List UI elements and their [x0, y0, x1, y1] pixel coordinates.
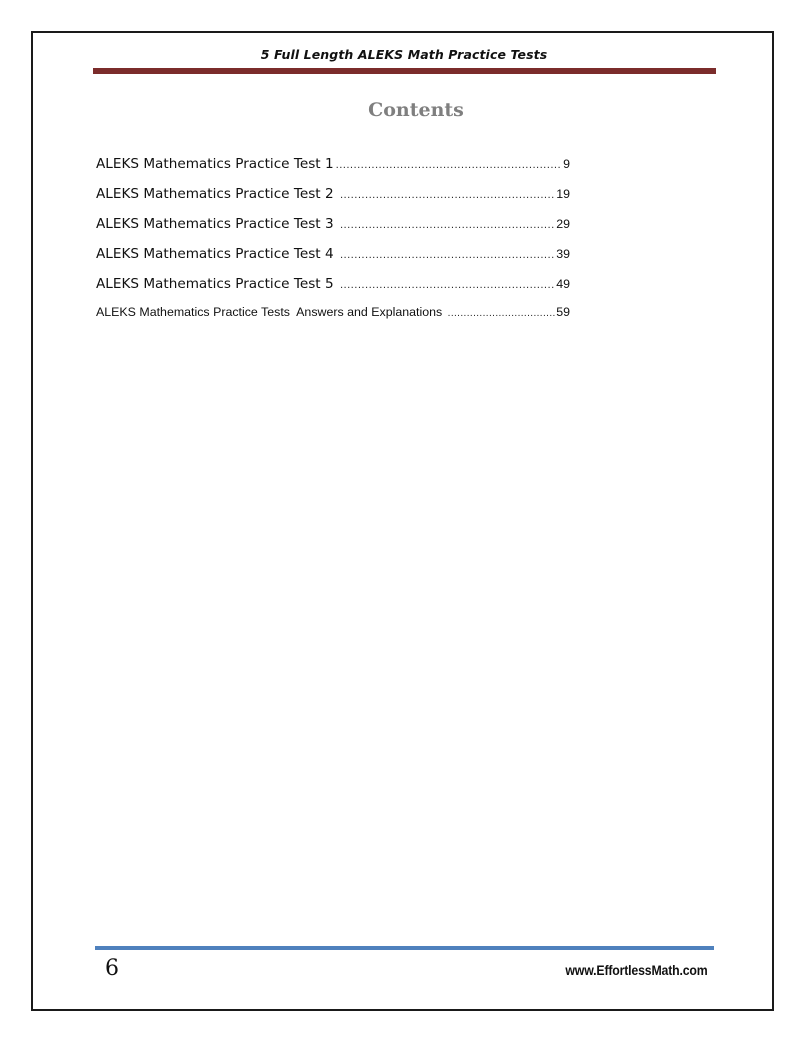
toc-entry-page: 19	[556, 187, 570, 201]
toc-dot-leader	[340, 190, 555, 201]
page-number: 6	[105, 956, 119, 981]
toc-entry-page: 29	[556, 217, 570, 231]
page-border	[31, 31, 774, 1011]
footer-website: www.EffortlessMath.com	[565, 962, 708, 978]
toc-entry-title: ALEKS Mathematics Practice Test 2	[96, 186, 338, 202]
toc-entry-answers[interactable]	[96, 305, 570, 319]
toc-dot-leader	[336, 160, 562, 171]
toc-dot-leader	[340, 280, 555, 291]
toc-entry-page: 9	[563, 157, 570, 171]
toc-dot-leader	[448, 308, 556, 319]
toc-entry-title: ALEKS Mathematics Practice Test 5	[96, 276, 338, 292]
toc-entry-page: 59	[556, 305, 570, 319]
toc-entry-title: ALEKS Mathematics Practice Test 3	[96, 216, 338, 232]
toc-entry-title: ALEKS Mathematics Practice Tests Answers and Explanations	[96, 305, 446, 319]
toc-entry-test-3[interactable]	[96, 216, 570, 232]
toc-entry-test-5[interactable]	[96, 276, 570, 292]
toc-dot-leader	[340, 220, 555, 231]
toc-entry-page: 49	[556, 277, 570, 291]
running-header: 5 Full Length ALEKS Math Practice Tests	[260, 47, 548, 62]
footer-rule	[95, 946, 714, 950]
toc-entry-test-4[interactable]	[96, 246, 570, 262]
toc-entry-title: ALEKS Mathematics Practice Test 1	[96, 156, 334, 172]
toc-entry-title: ALEKS Mathematics Practice Test 4	[96, 246, 338, 262]
contents-title: Contents	[368, 99, 464, 121]
toc-dot-leader	[340, 250, 555, 261]
toc-entry-test-1[interactable]	[96, 156, 570, 172]
header-rule	[93, 68, 716, 74]
toc-entry-page: 39	[556, 247, 570, 261]
toc-entry-test-2[interactable]	[96, 186, 570, 202]
